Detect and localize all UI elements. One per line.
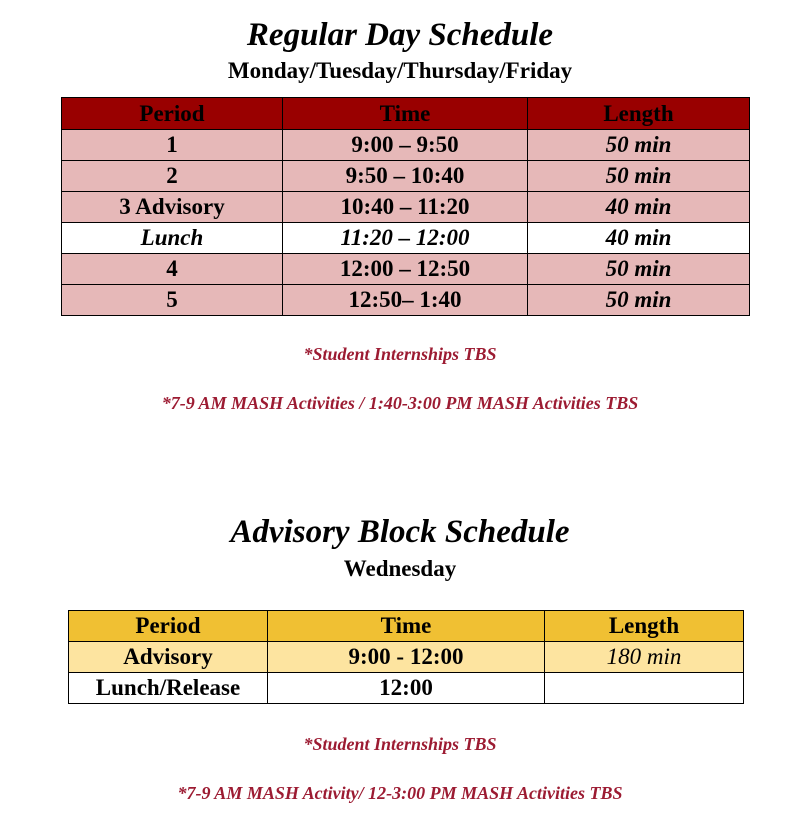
time-cell: 12:50– 1:40: [283, 285, 528, 316]
length-cell: 50 min: [528, 285, 750, 316]
time-cell: 9:50 – 10:40: [283, 161, 528, 192]
length-cell: 40 min: [528, 192, 750, 223]
header-period: Period: [62, 98, 283, 130]
time-cell: 11:20 – 12:00: [283, 223, 528, 254]
advisory-title: Advisory Block Schedule: [230, 514, 570, 550]
table-row: [62, 130, 750, 161]
time-cell: 12:00 – 12:50: [283, 254, 528, 285]
table-header-row: [69, 611, 744, 642]
time-cell: 10:40 – 11:20: [283, 192, 528, 223]
period-cell: 3 Advisory: [62, 192, 283, 223]
header-time: Time: [268, 611, 545, 642]
period-cell: 4: [62, 254, 283, 285]
regular-note-internships: *Student Internships TBS: [303, 344, 497, 364]
advisory-subtitle: Wednesday: [343, 556, 457, 581]
regular-subtitle: Monday/Tuesday/Thursday/Friday: [227, 58, 573, 83]
advisory-note-internships: *Student Internships TBS: [303, 734, 497, 754]
time-cell: 9:00 - 12:00: [268, 642, 545, 673]
advisory-schedule-table: [68, 610, 744, 704]
time-cell: 9:00 – 9:50: [283, 130, 528, 161]
regular-schedule-table: [61, 97, 750, 316]
header-time: Time: [283, 98, 528, 130]
period-cell: Lunch/Release: [69, 673, 268, 704]
table-row: [69, 673, 744, 704]
length-cell: 40 min: [528, 223, 750, 254]
regular-note-mash: *7-9 AM MASH Activities / 1:40-3:00 PM MASH Activities TBS: [161, 393, 639, 413]
period-cell: 5: [62, 285, 283, 316]
header-length: Length: [545, 611, 744, 642]
table-row: [62, 223, 750, 254]
period-cell: 2: [62, 161, 283, 192]
table-row: [62, 285, 750, 316]
table-header-row: [62, 98, 750, 130]
period-cell: Advisory: [69, 642, 268, 673]
table-row: [62, 161, 750, 192]
advisory-note-mash: *7-9 AM MASH Activity/ 12-3:00 PM MASH Activities TBS: [177, 783, 623, 803]
length-cell: 180 min: [545, 642, 744, 673]
length-cell: 50 min: [528, 161, 750, 192]
length-cell: [545, 673, 744, 704]
period-cell: Lunch: [62, 223, 283, 254]
table-row: [62, 254, 750, 285]
header-length: Length: [528, 98, 750, 130]
regular-title: Regular Day Schedule: [246, 17, 554, 53]
table-row: [62, 192, 750, 223]
header-period: Period: [69, 611, 268, 642]
period-cell: 1: [62, 130, 283, 161]
length-cell: 50 min: [528, 130, 750, 161]
length-cell: 50 min: [528, 254, 750, 285]
time-cell: 12:00: [268, 673, 545, 704]
table-row: [69, 642, 744, 673]
